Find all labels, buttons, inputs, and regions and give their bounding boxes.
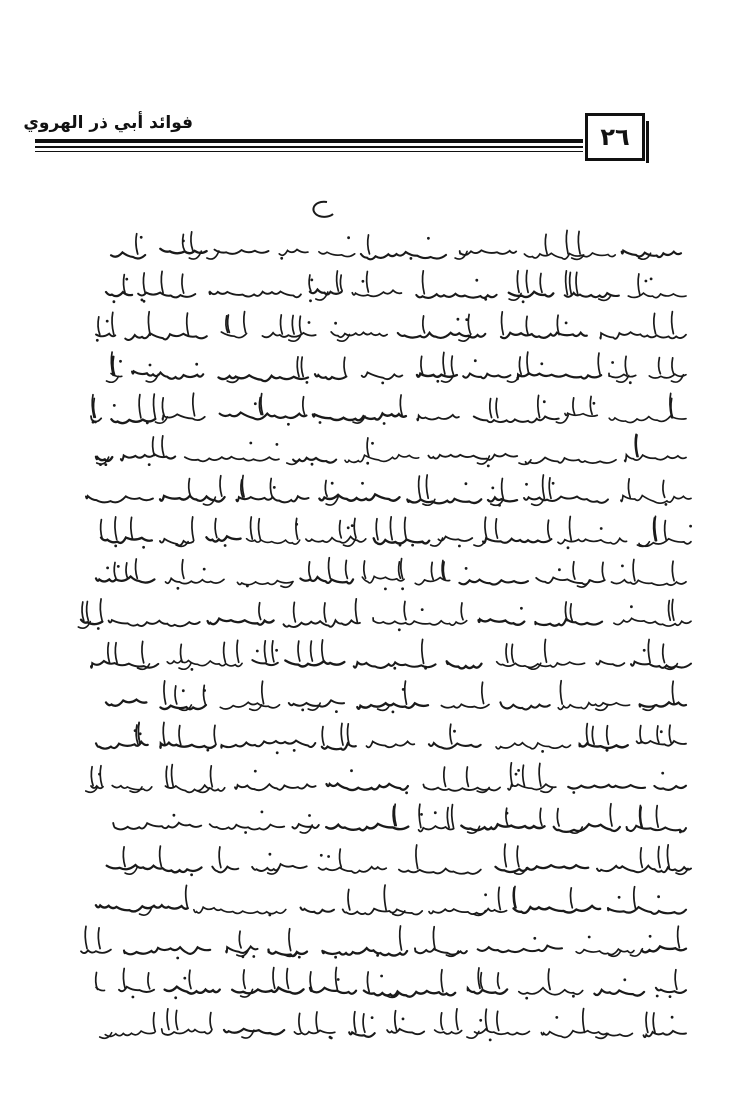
manuscript-line (105, 348, 690, 386)
manuscript-line (90, 717, 690, 755)
header-rule (35, 146, 583, 148)
manuscript-line (90, 1004, 690, 1042)
manuscript-image (70, 195, 720, 1045)
manuscript-line (90, 553, 690, 591)
manuscript-line (105, 225, 685, 263)
manuscript-line (85, 758, 690, 796)
manuscript-line (80, 881, 690, 919)
page-number-box (585, 113, 645, 161)
manuscript-line (85, 635, 695, 673)
manuscript-line (100, 676, 690, 714)
header-rule (35, 151, 583, 152)
page-header (0, 0, 755, 170)
manuscript-line (95, 512, 695, 550)
manuscript-line (90, 307, 690, 345)
manuscript-line (100, 266, 690, 304)
manuscript-line (85, 389, 690, 427)
manuscript-line (80, 471, 695, 509)
manuscript-line (100, 799, 690, 837)
header-rule (35, 139, 583, 143)
page-number: ٢٦ (600, 123, 630, 151)
manuscript-line (90, 963, 690, 1001)
manuscript-line (90, 430, 690, 468)
book-title: فوائد أبي ذر الهروي (23, 113, 193, 133)
manuscript-line (75, 594, 695, 632)
manuscript-line (95, 840, 695, 878)
manuscript-line (75, 922, 690, 960)
